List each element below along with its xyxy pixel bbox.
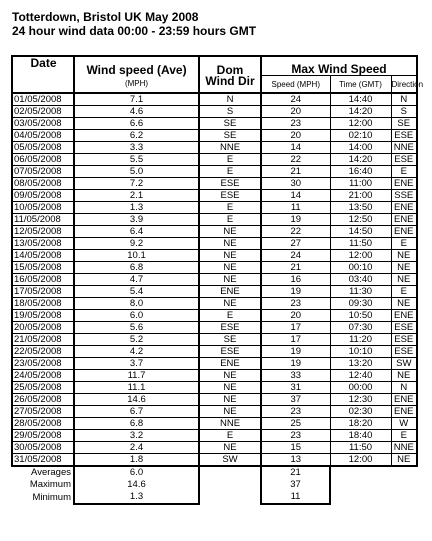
table-row — [12, 214, 417, 226]
table-row — [12, 358, 417, 370]
summary-max-speed: 11 — [261, 491, 330, 504]
cell-dom-wind-dir: SE — [199, 118, 261, 130]
cell-wind-speed: 3.9 — [74, 214, 199, 226]
table-row — [12, 406, 417, 418]
cell-max-direction: ESE — [391, 334, 417, 346]
cell-max-speed: 22 — [261, 154, 330, 166]
cell-date: 29/05/2008 — [12, 430, 74, 442]
cell-date: 18/05/2008 — [12, 298, 74, 310]
cell-dom-wind-dir: E — [199, 202, 261, 214]
cell-max-speed: 20 — [261, 106, 330, 118]
cell-wind-speed: 5.0 — [74, 166, 199, 178]
cell-wind-speed: 4.2 — [74, 346, 199, 358]
cell-max-speed: 33 — [261, 370, 330, 382]
cell-dom-wind-dir: NE — [199, 298, 261, 310]
cell-dom-wind-dir: E — [199, 214, 261, 226]
cell-max-direction: ENE — [391, 214, 417, 226]
cell-dom-wind-dir: NE — [199, 370, 261, 382]
cell-wind-speed: 6.8 — [74, 262, 199, 274]
page-title: Totterdown, Bristol UK May 2008 — [12, 10, 199, 24]
table-row — [12, 430, 417, 442]
cell-max-direction: E — [391, 286, 417, 298]
cell-wind-speed: 8.0 — [74, 298, 199, 310]
cell-max-speed: 17 — [261, 322, 330, 334]
cell-dom-wind-dir: SW — [199, 454, 261, 467]
cell-date: 27/05/2008 — [12, 406, 74, 418]
cell-dom-wind-dir: NE — [199, 262, 261, 274]
cell-max-time: 13:20 — [330, 358, 391, 370]
cell-max-time: 11:20 — [330, 334, 391, 346]
table-row — [12, 370, 417, 382]
cell-date: 10/05/2008 — [12, 202, 74, 214]
cell-wind-speed: 6.7 — [74, 406, 199, 418]
table-row — [12, 238, 417, 250]
cell-dom-wind-dir: NNE — [199, 142, 261, 154]
cell-date: 11/05/2008 — [12, 214, 74, 226]
cell-date: 20/05/2008 — [12, 322, 74, 334]
cell-wind-speed: 6.0 — [74, 310, 199, 322]
cell-wind-speed: 5.2 — [74, 334, 199, 346]
cell-max-direction: NE — [391, 454, 417, 467]
header-dom-wind-dir: Dom — [199, 56, 261, 76]
cell-max-time: 07:30 — [330, 322, 391, 334]
cell-max-direction: ENE — [391, 202, 417, 214]
cell-max-speed: 15 — [261, 442, 330, 454]
cell-max-speed: 24 — [261, 93, 330, 106]
cell-wind-speed: 3.3 — [74, 142, 199, 154]
cell-dom-wind-dir: E — [199, 154, 261, 166]
cell-max-time: 14:20 — [330, 106, 391, 118]
cell-date: 06/05/2008 — [12, 154, 74, 166]
cell-date: 25/05/2008 — [12, 382, 74, 394]
table-row — [12, 454, 417, 467]
summary-blank — [330, 491, 417, 504]
cell-max-direction: ENE — [391, 178, 417, 190]
cell-dom-wind-dir: ENE — [199, 358, 261, 370]
wind-data-table — [11, 55, 424, 505]
cell-dom-wind-dir: ESE — [199, 322, 261, 334]
table-row — [12, 166, 417, 178]
header-max-wind-speed: Max Wind Speed — [261, 56, 417, 76]
cell-dom-wind-dir: ESE — [199, 178, 261, 190]
cell-max-speed: 22 — [261, 226, 330, 238]
cell-max-direction: NE — [391, 274, 417, 286]
cell-date: 04/05/2008 — [12, 130, 74, 142]
cell-wind-speed: 11.1 — [74, 382, 199, 394]
cell-max-speed: 20 — [261, 130, 330, 142]
cell-date: 12/05/2008 — [12, 226, 74, 238]
cell-date: 28/05/2008 — [12, 418, 74, 430]
cell-max-direction: ESE — [391, 346, 417, 358]
cell-date: 13/05/2008 — [12, 238, 74, 250]
cell-max-direction: S — [391, 106, 417, 118]
cell-date: 03/05/2008 — [12, 118, 74, 130]
cell-max-time: 11:00 — [330, 178, 391, 190]
cell-date: 05/05/2008 — [12, 142, 74, 154]
cell-wind-speed: 7.1 — [74, 93, 199, 106]
cell-max-time: 14:00 — [330, 142, 391, 154]
cell-wind-speed: 5.6 — [74, 322, 199, 334]
table-row — [12, 178, 417, 190]
cell-max-time: 12:00 — [330, 454, 391, 467]
cell-max-time: 11:50 — [330, 238, 391, 250]
table-row — [12, 286, 417, 298]
table-row — [12, 226, 417, 238]
cell-max-time: 18:20 — [330, 418, 391, 430]
cell-max-time: 11:30 — [330, 286, 391, 298]
cell-dom-wind-dir: SE — [199, 334, 261, 346]
cell-max-time: 12:30 — [330, 394, 391, 406]
cell-max-time: 13:50 — [330, 202, 391, 214]
cell-max-speed: 31 — [261, 382, 330, 394]
cell-max-time: 12:00 — [330, 250, 391, 262]
cell-max-speed: 13 — [261, 454, 330, 467]
cell-dom-wind-dir: NE — [199, 250, 261, 262]
cell-max-direction: NE — [391, 262, 417, 274]
cell-dom-wind-dir: E — [199, 166, 261, 178]
table-row — [12, 118, 417, 130]
cell-dom-wind-dir: NE — [199, 406, 261, 418]
cell-max-direction: N — [391, 93, 417, 106]
header-wind-speed: Wind speed (Ave) — [74, 56, 199, 76]
cell-max-direction: E — [391, 166, 417, 178]
cell-max-speed: 19 — [261, 286, 330, 298]
cell-max-speed: 14 — [261, 142, 330, 154]
table-row — [12, 250, 417, 262]
cell-wind-speed: 7.2 — [74, 178, 199, 190]
cell-max-speed: 37 — [261, 394, 330, 406]
cell-max-speed: 30 — [261, 178, 330, 190]
cell-max-direction: W — [391, 418, 417, 430]
summary-blank — [199, 479, 261, 491]
header-wind-speed-unit: (MPH) — [74, 76, 199, 94]
cell-date: 19/05/2008 — [12, 310, 74, 322]
cell-max-time: 00:00 — [330, 382, 391, 394]
summary-max-speed: 37 — [261, 479, 330, 491]
cell-wind-speed: 1.8 — [74, 454, 199, 467]
cell-wind-speed: 5.4 — [74, 286, 199, 298]
page-subtitle: 24 hour wind data 00:00 - 23:59 hours GMT — [12, 24, 257, 38]
cell-date: 01/05/2008 — [12, 93, 74, 106]
cell-date: 02/05/2008 — [12, 106, 74, 118]
cell-max-time: 21:00 — [330, 190, 391, 202]
cell-max-speed: 23 — [261, 298, 330, 310]
cell-wind-speed: 9.2 — [74, 238, 199, 250]
cell-max-direction: ESE — [391, 154, 417, 166]
cell-date: 17/05/2008 — [12, 286, 74, 298]
summary-blank — [199, 491, 261, 504]
cell-date: 30/05/2008 — [12, 442, 74, 454]
cell-max-time: 10:50 — [330, 310, 391, 322]
cell-date: 31/05/2008 — [12, 454, 74, 467]
table-row — [12, 142, 417, 154]
table-row — [12, 298, 417, 310]
cell-max-speed: 25 — [261, 418, 330, 430]
cell-max-time: 14:20 — [330, 154, 391, 166]
cell-dom-wind-dir: NE — [199, 394, 261, 406]
cell-max-direction: ENE — [391, 406, 417, 418]
cell-max-time: 12:00 — [330, 118, 391, 130]
summary-row — [12, 466, 417, 479]
summary-label: Averages — [31, 467, 71, 478]
cell-max-speed: 27 — [261, 238, 330, 250]
table-row — [12, 322, 417, 334]
cell-max-time: 14:40 — [330, 93, 391, 106]
cell-dom-wind-dir: E — [199, 430, 261, 442]
table-row — [12, 442, 417, 454]
summary-wind-speed: 6.0 — [74, 466, 199, 479]
cell-date: 09/05/2008 — [12, 190, 74, 202]
cell-wind-speed: 3.2 — [74, 430, 199, 442]
cell-wind-speed: 6.8 — [74, 418, 199, 430]
cell-max-speed: 23 — [261, 430, 330, 442]
table-row — [12, 106, 417, 118]
table-row — [12, 190, 417, 202]
header-max-direction: Direction — [391, 76, 417, 94]
cell-max-direction: ENE — [391, 394, 417, 406]
summary-max-speed: 21 — [261, 466, 330, 479]
table-row — [12, 334, 417, 346]
header-max-time: Time (GMT) — [330, 76, 391, 94]
cell-wind-speed: 3.7 — [74, 358, 199, 370]
cell-wind-speed: 2.4 — [74, 442, 199, 454]
cell-max-speed: 23 — [261, 118, 330, 130]
table-row — [12, 274, 417, 286]
header-max-speed: Speed (MPH) — [261, 76, 330, 94]
summary-label: Maximum — [29, 479, 71, 490]
cell-date: 21/05/2008 — [12, 334, 74, 346]
cell-date: 24/05/2008 — [12, 370, 74, 382]
cell-max-direction: ENE — [391, 310, 417, 322]
cell-date: 07/05/2008 — [12, 166, 74, 178]
table-row — [12, 382, 417, 394]
cell-dom-wind-dir: ESE — [199, 190, 261, 202]
cell-wind-speed: 10.1 — [74, 250, 199, 262]
cell-date: 15/05/2008 — [12, 262, 74, 274]
cell-date: 08/05/2008 — [12, 178, 74, 190]
cell-max-time: 09:30 — [330, 298, 391, 310]
cell-dom-wind-dir: SE — [199, 130, 261, 142]
summary-row — [12, 479, 417, 491]
header-dom-wind-dir-2: Wind Dir — [199, 76, 261, 94]
cell-max-time: 16:40 — [330, 166, 391, 178]
summary-wind-speed: 1.3 — [74, 491, 199, 504]
cell-max-time: 12:50 — [330, 214, 391, 226]
cell-dom-wind-dir: ENE — [199, 286, 261, 298]
summary-blank — [330, 466, 417, 479]
cell-dom-wind-dir: ESE — [199, 346, 261, 358]
cell-date: 23/05/2008 — [12, 358, 74, 370]
summary-wind-speed: 14.6 — [74, 479, 199, 491]
cell-max-speed: 23 — [261, 406, 330, 418]
summary-blank — [330, 479, 417, 491]
cell-dom-wind-dir: NNE — [199, 418, 261, 430]
cell-max-direction: ESE — [391, 130, 417, 142]
cell-dom-wind-dir: NE — [199, 274, 261, 286]
cell-date: 26/05/2008 — [12, 394, 74, 406]
cell-max-direction: NNE — [391, 442, 417, 454]
table-row — [12, 310, 417, 322]
cell-dom-wind-dir: S — [199, 106, 261, 118]
cell-max-direction: NE — [391, 370, 417, 382]
cell-max-direction: ESE — [391, 322, 417, 334]
cell-max-time: 02:30 — [330, 406, 391, 418]
cell-date: 22/05/2008 — [12, 346, 74, 358]
table-row — [12, 130, 417, 142]
table-row — [12, 346, 417, 358]
cell-wind-speed: 5.5 — [74, 154, 199, 166]
cell-max-speed: 14 — [261, 190, 330, 202]
cell-dom-wind-dir: NE — [199, 226, 261, 238]
cell-max-time: 14:50 — [330, 226, 391, 238]
cell-max-speed: 21 — [261, 262, 330, 274]
header-date: Date — [12, 56, 74, 93]
cell-max-time: 12:40 — [330, 370, 391, 382]
cell-max-speed: 11 — [261, 202, 330, 214]
cell-wind-speed: 2.1 — [74, 190, 199, 202]
cell-dom-wind-dir: NE — [199, 442, 261, 454]
cell-dom-wind-dir: NE — [199, 382, 261, 394]
cell-wind-speed: 6.6 — [74, 118, 199, 130]
cell-dom-wind-dir: NE — [199, 238, 261, 250]
cell-max-speed: 17 — [261, 334, 330, 346]
cell-max-direction: NE — [391, 250, 417, 262]
cell-max-speed: 24 — [261, 250, 330, 262]
cell-max-time: 03:40 — [330, 274, 391, 286]
cell-max-direction: SE — [391, 118, 417, 130]
table-row — [12, 418, 417, 430]
cell-max-time: 02:10 — [330, 130, 391, 142]
cell-max-speed: 16 — [261, 274, 330, 286]
summary-row — [12, 491, 417, 504]
cell-max-direction: SSE — [391, 190, 417, 202]
cell-wind-speed: 1.3 — [74, 202, 199, 214]
cell-max-speed: 19 — [261, 346, 330, 358]
summary-blank — [199, 466, 261, 479]
cell-max-direction: SW — [391, 358, 417, 370]
cell-max-time: 00:10 — [330, 262, 391, 274]
cell-dom-wind-dir: E — [199, 310, 261, 322]
cell-max-speed: 19 — [261, 214, 330, 226]
table-row — [12, 93, 417, 106]
cell-wind-speed: 6.4 — [74, 226, 199, 238]
table-row — [12, 262, 417, 274]
summary-label: Minimum — [32, 491, 71, 503]
cell-max-direction: NNE — [391, 142, 417, 154]
cell-max-speed: 21 — [261, 166, 330, 178]
table-row — [12, 394, 417, 406]
cell-date: 16/05/2008 — [12, 274, 74, 286]
cell-max-direction: ENE — [391, 226, 417, 238]
cell-wind-speed: 6.2 — [74, 130, 199, 142]
cell-max-time: 10:10 — [330, 346, 391, 358]
cell-wind-speed: 4.7 — [74, 274, 199, 286]
cell-max-direction: E — [391, 430, 417, 442]
cell-max-direction: NE — [391, 298, 417, 310]
cell-max-speed: 20 — [261, 310, 330, 322]
cell-max-time: 18:40 — [330, 430, 391, 442]
cell-max-speed: 19 — [261, 358, 330, 370]
cell-max-direction: E — [391, 238, 417, 250]
cell-max-time: 11:50 — [330, 442, 391, 454]
table-row — [12, 202, 417, 214]
cell-dom-wind-dir: N — [199, 93, 261, 106]
cell-date: 14/05/2008 — [12, 250, 74, 262]
cell-wind-speed: 11.7 — [74, 370, 199, 382]
cell-wind-speed: 4.6 — [74, 106, 199, 118]
table-row — [12, 154, 417, 166]
cell-max-direction: N — [391, 382, 417, 394]
cell-wind-speed: 14.6 — [74, 394, 199, 406]
